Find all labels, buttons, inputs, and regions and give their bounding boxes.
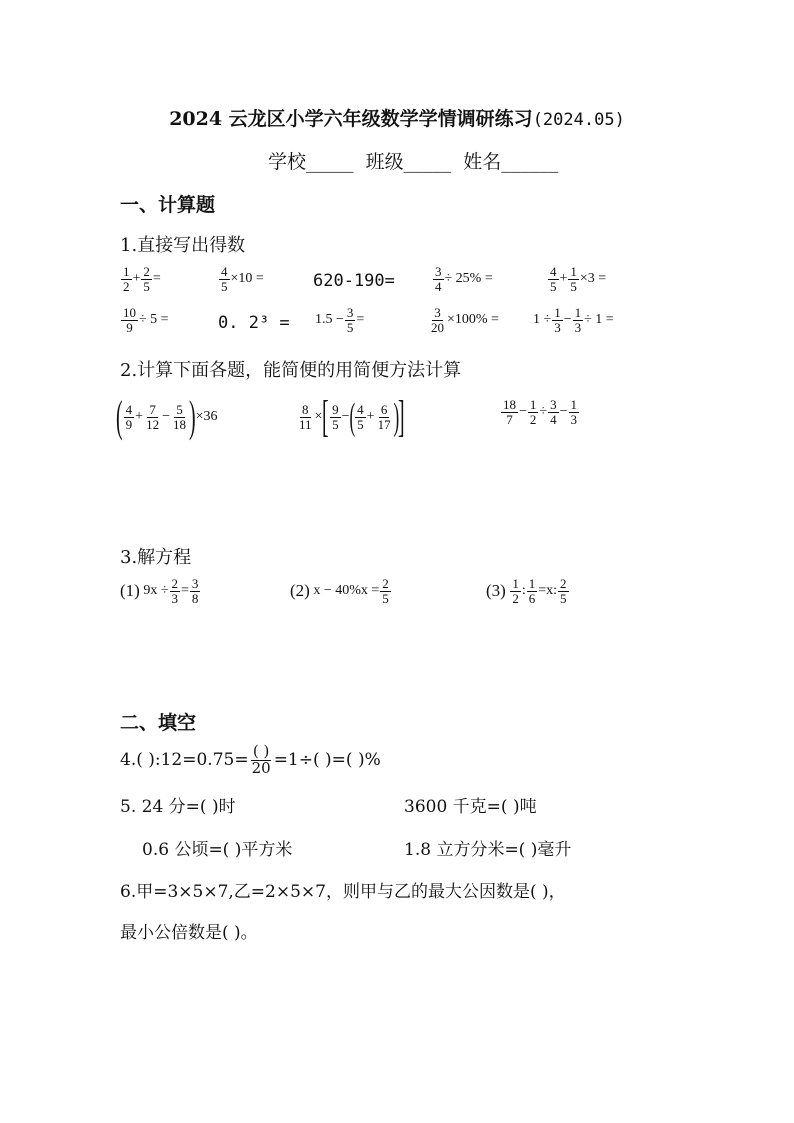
q2-expr-b: $\frac{8}{11}$ × [ $\frac{9}{5}$ − ( $\frac{4}{5}$ + $\frac{6}{17}$ ) ] bbox=[299, 392, 405, 441]
q4: 4.( ):12=0.75= $\frac{( )}{20}$ =1÷( )=( )% bbox=[120, 742, 381, 777]
q3-eq-2: (2) x − 40%x = $\frac{2}{5}$ bbox=[290, 576, 389, 606]
q2-expr-a: ( $\frac{4}{9}$ + $\frac{7}{12}$ − $\frac{5}{18}$ ) ×36 bbox=[116, 392, 218, 441]
title-date: (2024.05) bbox=[532, 110, 625, 130]
title-main: 2024 云龙区小学六年级数学学情调研练习 bbox=[169, 108, 533, 130]
q3-eq-3: (3) $\frac{1}{2}$ : $\frac{1}{6}$ = x : $\frac{2}{5}$ bbox=[486, 576, 567, 606]
q6-line2: 最小公倍数是( )。 bbox=[120, 923, 258, 943]
q3-label: 3.解方程 bbox=[120, 547, 192, 568]
q1-item-e: $\frac{4}{5}$ + $\frac{1}{5}$ ×3 = bbox=[550, 264, 607, 294]
q1-item-g: 0. 2³ = bbox=[218, 313, 290, 333]
class-field[interactable]: 班级_____ bbox=[365, 151, 452, 173]
q2-expr-c: $\frac{18}{7}$ − $\frac{1}{2}$ ÷ $\frac{3}{4}$ − $\frac{1}{3}$ bbox=[503, 397, 577, 427]
school-field[interactable]: 学校_____ bbox=[268, 151, 354, 173]
student-info bbox=[268, 147, 558, 174]
section-heading-calc: 一、计算题 bbox=[120, 194, 216, 216]
name-field[interactable]: 姓名______ bbox=[463, 151, 559, 173]
q1-item-i: $\frac{3}{20}$ ×100% = bbox=[431, 305, 499, 335]
section-heading-fill: 二、填空 bbox=[120, 712, 197, 734]
q1-item-j: 1 ÷ $\frac{1}{3}$ − $\frac{1}{3}$ ÷ 1 = bbox=[533, 305, 614, 335]
q1-item-f: $\frac{10}{9}$ ÷ 5 = bbox=[123, 305, 169, 335]
q5-volume: 1.8 立方分米=( )毫升 bbox=[404, 840, 572, 860]
q1-label: 1.直接写出得数 bbox=[120, 235, 246, 256]
q1-item-d: $\frac{3}{4}$ ÷ 25% = bbox=[435, 264, 493, 294]
q1-item-b: $\frac{4}{5}$ ×10 = bbox=[221, 264, 264, 294]
page-title bbox=[0, 104, 794, 131]
q5-time: 5. 24 分=( )时 bbox=[120, 797, 236, 817]
q3-eq-1: (1) 9x ÷ $\frac{2}{3}$ = $\frac{3}{8}$ bbox=[120, 576, 199, 606]
q5-area: 0.6 公顷=( )平方米 bbox=[142, 840, 293, 860]
q1-item-h: 1.5 − $\frac{3}{5}$ = bbox=[315, 305, 365, 335]
q1-item-a: $\frac{1}{2}$ + $\frac{2}{5}$ = bbox=[123, 264, 161, 294]
q1-item-c: 620-190= bbox=[313, 271, 395, 291]
q2-label: 2.计算下面各题，能简便的用简便方法计算 bbox=[120, 360, 462, 381]
q5-mass: 3600 千克=( )吨 bbox=[404, 797, 537, 817]
q6-line1: 6.甲=3×5×7,乙=2×5×7，则甲与乙的最大公因数是( )， bbox=[120, 882, 566, 902]
